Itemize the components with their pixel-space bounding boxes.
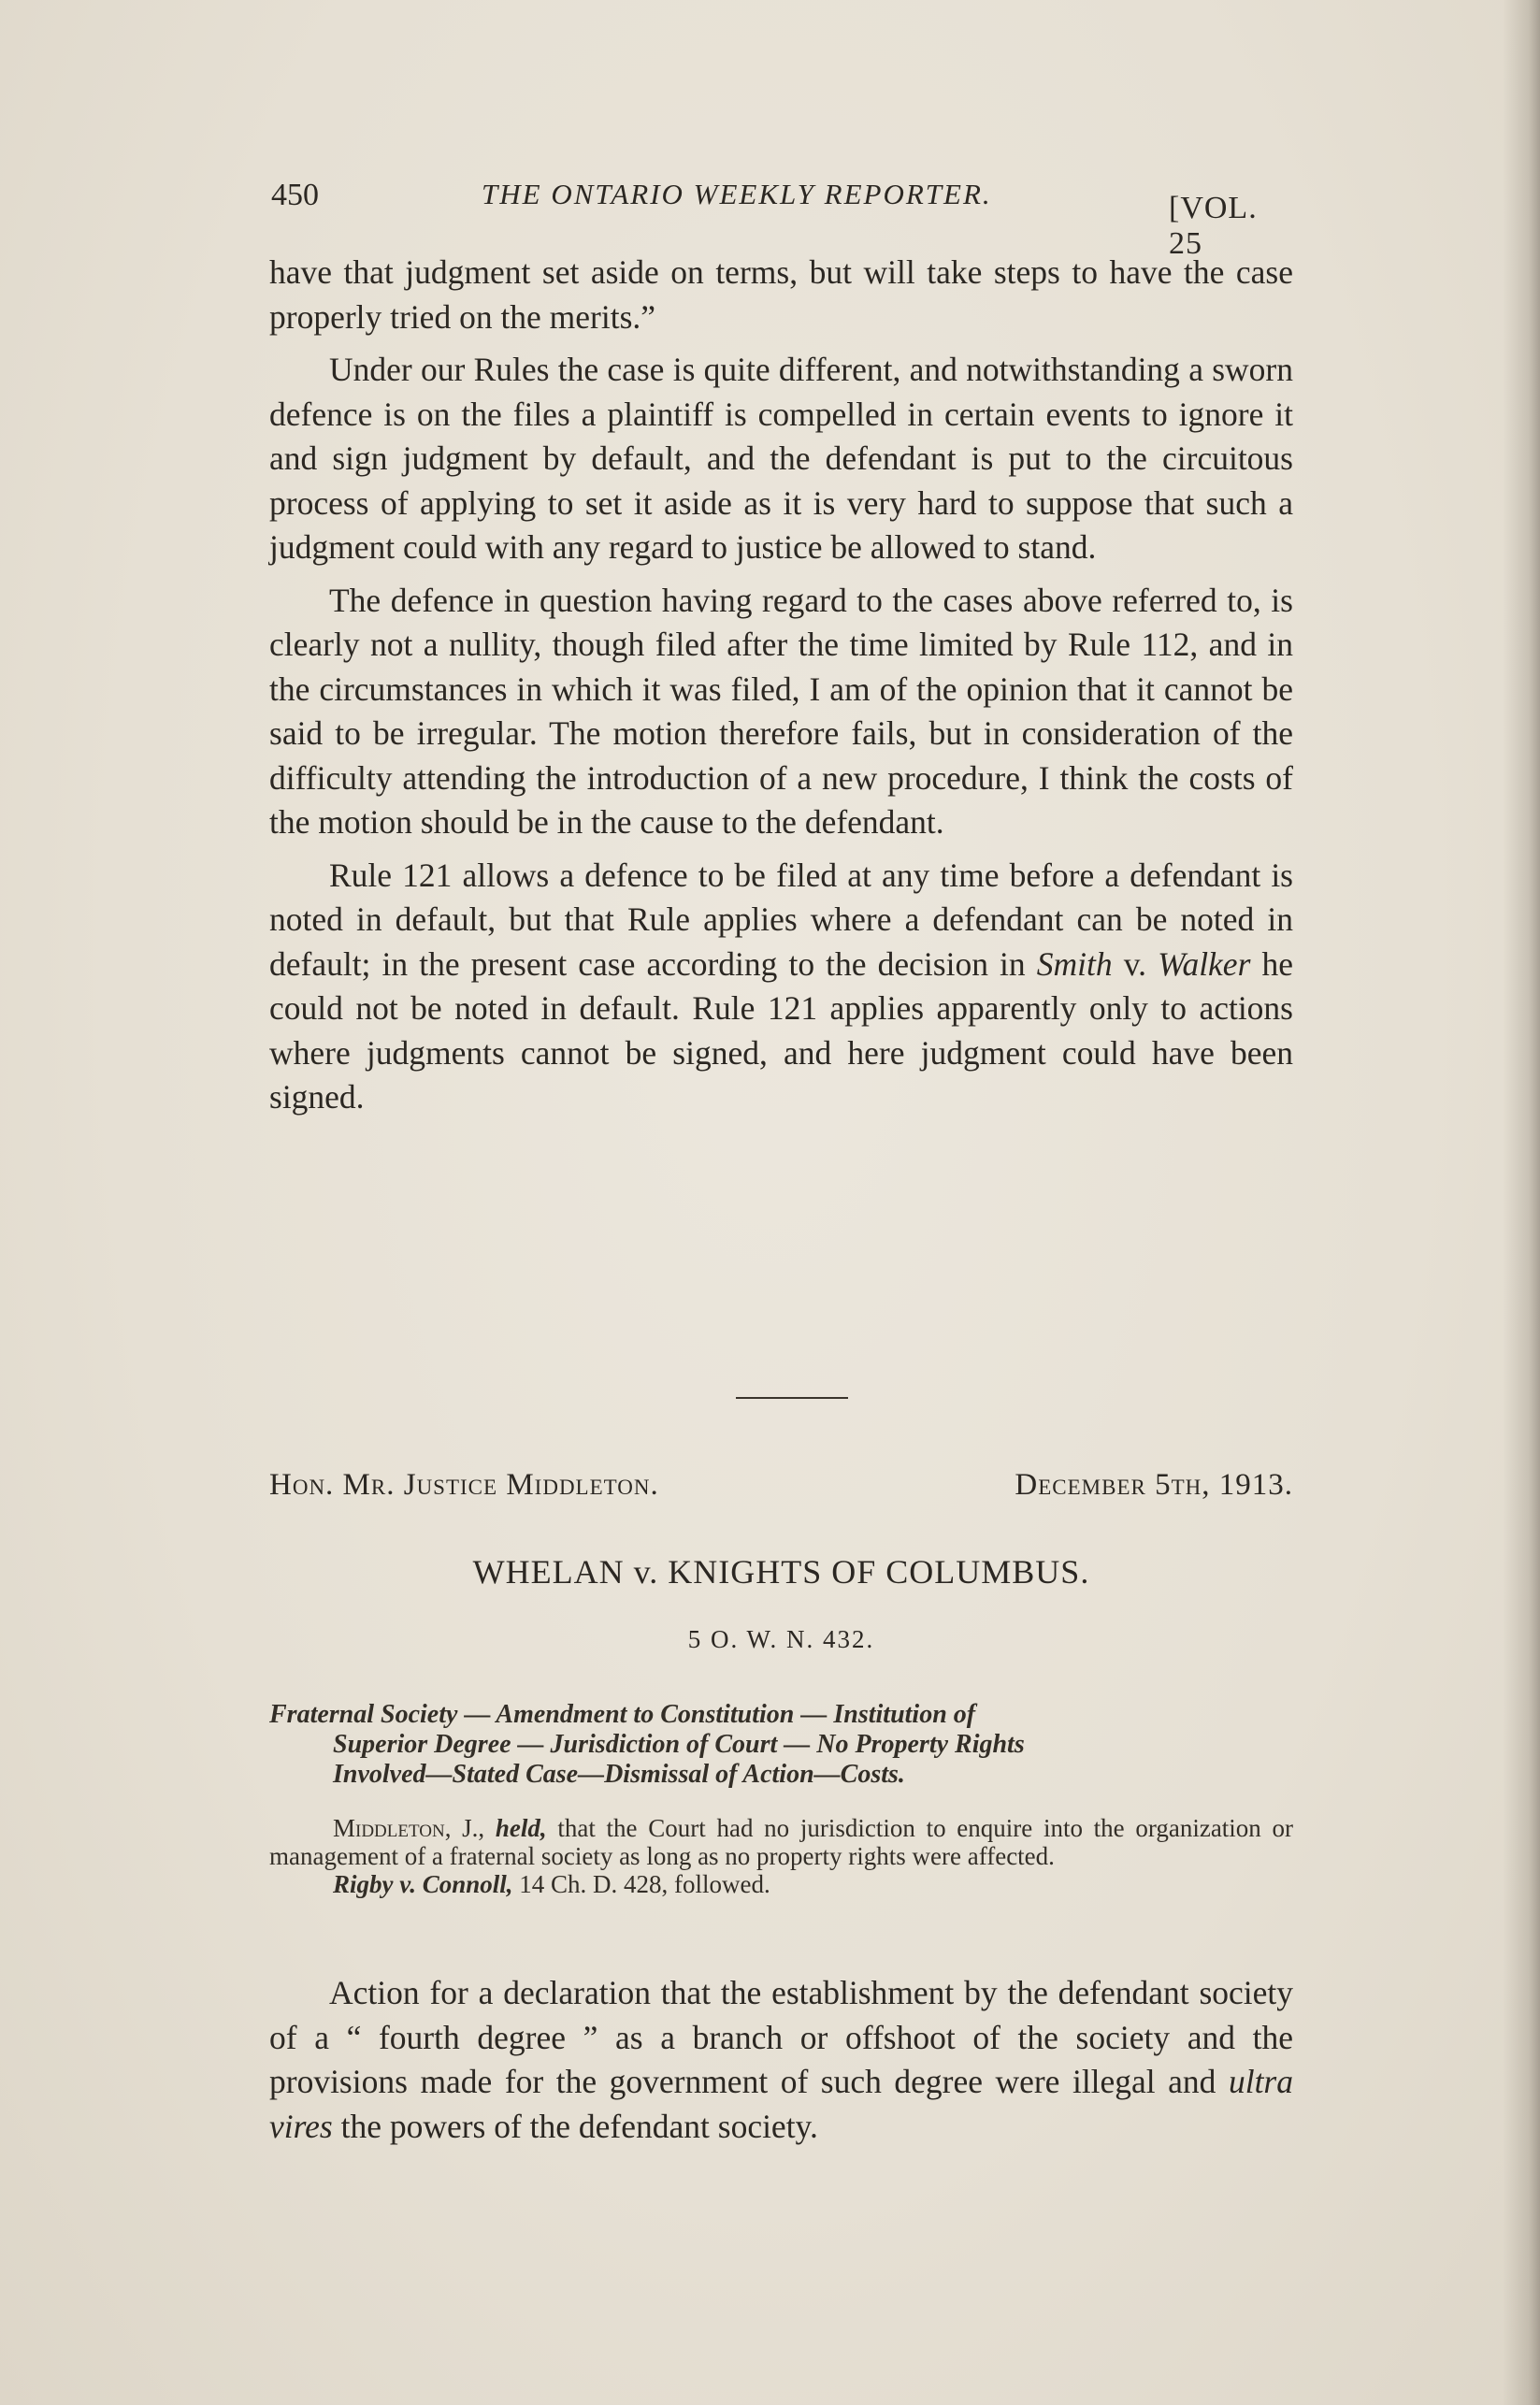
case-title: WHELAN v. KNIGHTS OF COLUMBUS. [472,1553,1090,1591]
keywords-line-2: Superior Degree — Jurisdiction of Court — No Property Rights [333,1730,1025,1759]
paragraph-3: The defence in question having regard to the cases above referred to, is clearly not a nullity, though filed after the time limited by Rule 112, and in the circumstances in which it was filed, I am of the opinion that it cannot be said to be irregular. The motion therefore fails, but in consideration of the difficulty attending the introduction of a new procedure, I think the costs of the motion should be in the cause to the defendant. [269,581,1293,841]
holding-judge: Middleton, J., [333,1814,485,1842]
versus: v. [1112,944,1159,983]
action-text [269,1971,1293,2149]
keywords-line-3: Involved—Stated Case—Dismissal of Action—Costs. [333,1760,905,1789]
headnote-keywords [269,1700,1293,1790]
action-part-b: the powers of the defendant society. [332,2107,818,2145]
case-citation: 5 O. W. N. 432. [687,1625,875,1653]
action-paragraph [269,1971,1293,2149]
judge-name: Hon. Mr. Justice Middleton. [269,1468,659,1502]
page-number: 450 [271,178,319,212]
reference-rest: 14 Ch. D. 428, followed. [512,1870,770,1898]
headnote-holding [269,1814,1293,1898]
spine-shadow [1503,0,1540,2405]
decision-date: December 5th, 1913. [1015,1468,1293,1502]
paragraph-4 [269,854,1293,1120]
holding-held: held, [495,1814,547,1842]
volume-label: [VOL. 25 [1169,191,1258,261]
case-name-walker: Walker [1158,944,1251,983]
paragraph-2: Under our Rules the case is quite different, and notwithstanding a sworn defence is on the files a plaintiff is compelled in certain events to ignore it and sign judgment by default, and the defendant is put to the circuitous process of applying to set it aside as it is very hard to suppose that such a judgment could with any regard to justice be allowed to stand. [269,351,1293,566]
holding-text: that the Court had no jurisdiction to enquire into the organization or management of a fraternal society as long as no property rights were affected. [269,1814,1294,1870]
running-title: THE ONTARIO WEEKLY REPORTER. [482,178,992,210]
keywords-line-1: Fraternal Society — Amendment to Constitution — Institution of [269,1700,976,1729]
paragraph-4-part-b: he could not be noted in default. Rule 121 applies apparently only to actions where judgments cannot be signed, and here judgment could have been signed. [269,944,1293,1116]
body-text [269,251,1293,1129]
holding-reference [269,1870,1293,1898]
holding-paragraph [269,1814,1293,1870]
ultra-vires: ultra vires [269,2063,1293,2145]
running-header [271,178,1300,261]
action-part-a: Action for a declaration that the establishment by the defendant society of a “ fourth degree ” as a branch or offshoot of the society and the provisions made for the government of such degree were illegal and [269,1974,1293,2100]
section-divider [736,1397,848,1399]
paragraph-4-part-a: Rule 121 allows a defence to be filed at any time before a defendant is noted in default, but that Rule applies where a defendant can be noted in default; in the present case according to the decision in [269,856,1293,983]
case-name-smith: Smith [1036,944,1113,983]
reference-case: Rigby v. Connoll, [333,1870,513,1898]
paragraph-1: have that judgment set aside on terms, but will take steps to have the case properly tried on the merits.” [269,253,1293,336]
